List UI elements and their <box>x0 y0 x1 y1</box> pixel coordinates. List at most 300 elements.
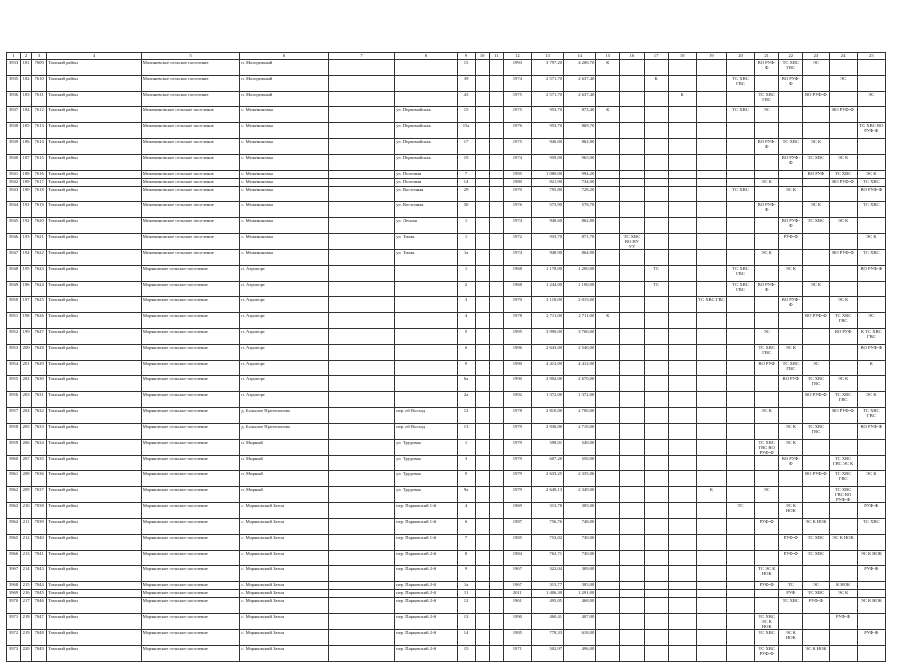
table-cell <box>668 534 696 550</box>
table-cell <box>596 503 620 519</box>
table-cell: 309,00 <box>564 566 596 582</box>
table-cell: с. Моряковский Затон <box>240 598 329 614</box>
table-cell: 7041 <box>32 550 47 566</box>
table-cell <box>755 170 779 178</box>
table-cell <box>596 566 620 582</box>
table-cell <box>644 313 668 329</box>
table-cell: Межениновское сельское поселение <box>141 186 240 202</box>
table-cell <box>696 534 726 550</box>
table-cell <box>726 590 754 598</box>
table-cell <box>829 360 857 376</box>
table-cell <box>644 233 668 249</box>
table-cell: Межениновское сельское поселение <box>141 123 240 139</box>
table-cell <box>328 328 394 344</box>
table-cell <box>668 566 696 582</box>
table-cell <box>755 265 779 281</box>
table-cell <box>644 471 668 487</box>
table-cell: 873,40 <box>564 107 596 123</box>
table-cell <box>328 645 394 661</box>
table-cell: 959,00 <box>531 154 563 170</box>
table-cell <box>726 123 754 139</box>
table-cell <box>829 550 857 566</box>
table-cell: 7619 <box>32 202 47 218</box>
table-cell <box>755 233 779 249</box>
table-cell: 3960 <box>7 455 21 471</box>
table-cell <box>596 423 620 439</box>
table-cell <box>644 455 668 471</box>
table-cell: 205 <box>21 423 32 439</box>
table-cell: пер. Парковский 2-й <box>395 582 457 590</box>
table-cell <box>328 60 394 76</box>
table-cell: 1975 <box>503 107 531 123</box>
table-cell: 2 015,00 <box>564 297 596 313</box>
table-row <box>7 75 886 91</box>
table-cell: 30 <box>457 202 475 218</box>
table-cell <box>726 407 754 423</box>
table-cell <box>620 60 644 76</box>
table-cell <box>726 218 754 234</box>
table-cell <box>644 107 668 123</box>
table-cell: п. Мирный <box>240 455 329 471</box>
table-cell: 185 <box>21 123 32 139</box>
table-cell: Межениновское сельское поселение <box>141 249 240 265</box>
table-cell: 7627 <box>32 328 47 344</box>
table-cell <box>668 154 696 170</box>
table-cell: ВО РУФ-Ф <box>779 455 803 471</box>
table-cell <box>668 123 696 139</box>
table-cell <box>596 297 620 313</box>
table-cell: 1967 <box>503 566 531 582</box>
table-cell: ЭС <box>755 107 779 123</box>
table-cell <box>668 297 696 313</box>
table-cell <box>489 487 503 503</box>
table-cell: 730,00 <box>564 534 596 550</box>
table-cell: Межениновское сельское поселение <box>141 154 240 170</box>
table-cell <box>696 598 726 614</box>
table-cell: 1976 <box>503 202 531 218</box>
table-cell: пер. об Восход <box>395 423 457 439</box>
table-cell <box>489 590 503 598</box>
table-cell <box>644 629 668 645</box>
table-cell: 3970 <box>7 598 21 614</box>
table-cell: 1992 <box>503 392 531 408</box>
table-cell <box>596 186 620 202</box>
table-cell: 191 <box>21 202 32 218</box>
table-cell <box>726 360 754 376</box>
table-cell: 4 <box>457 313 475 329</box>
table-cell: 7637 <box>32 487 47 503</box>
table-cell: ул. Первомайская <box>395 107 457 123</box>
table-cell: Томский район <box>47 629 142 645</box>
table-cell: 43 <box>457 91 475 107</box>
table-cell: 198 <box>21 313 32 329</box>
table-cell: Моряковское сельское поселение <box>141 297 240 313</box>
table-cell <box>489 265 503 281</box>
table-cell <box>475 629 489 645</box>
table-cell <box>489 598 503 614</box>
table-cell: К <box>668 91 696 107</box>
table-cell: 322,04 <box>531 566 563 582</box>
table-cell: Томский район <box>47 218 142 234</box>
table-cell <box>668 170 696 178</box>
table-row <box>7 598 886 614</box>
table-cell: ВО РУФ-Ф <box>857 186 885 202</box>
table-cell <box>475 392 489 408</box>
table-cell: 3941 <box>7 170 21 178</box>
table-cell: 17 <box>457 138 475 154</box>
table-cell: 2 670,00 <box>564 376 596 392</box>
table-cell: ВО РУФ-Ф <box>803 392 829 408</box>
table-cell <box>596 202 620 218</box>
table-cell <box>328 455 394 471</box>
table-cell <box>668 423 696 439</box>
table-cell: 2 637,40 <box>564 91 596 107</box>
table-cell <box>668 249 696 265</box>
table-cell <box>475 138 489 154</box>
column-header: 15 <box>596 53 620 60</box>
table-cell <box>755 123 779 139</box>
table-cell: 2011 <box>503 590 531 598</box>
table-cell: 4 412,00 <box>531 360 563 376</box>
table-cell <box>328 629 394 645</box>
table-cell: ВО РУФ-Ф <box>755 138 779 154</box>
table-cell <box>620 202 644 218</box>
table-cell <box>620 360 644 376</box>
table-cell: пер. Парковский 1-й <box>395 503 457 519</box>
table-cell: 7611 <box>32 91 47 107</box>
table-cell: пер. Парковский 2-й <box>395 598 457 614</box>
table-cell: Моряковское сельское поселение <box>141 590 240 598</box>
table-cell <box>620 423 644 439</box>
table-cell: Томский район <box>47 518 142 534</box>
table-cell <box>755 218 779 234</box>
table-cell <box>475 503 489 519</box>
table-cell <box>328 186 394 202</box>
table-cell <box>696 186 726 202</box>
table-cell: К <box>596 107 620 123</box>
column-header: 3 <box>32 53 47 60</box>
table-cell <box>803 629 829 645</box>
register-sheet <box>6 52 886 662</box>
table-cell <box>696 439 726 455</box>
table-cell: пер. Парковский 2-й <box>395 566 457 582</box>
table-cell <box>395 376 457 392</box>
table-cell: ЭС К НОК <box>803 645 829 661</box>
table-cell: 3937 <box>7 107 21 123</box>
table-cell <box>857 107 885 123</box>
table-cell: п. Молодежный <box>240 60 329 76</box>
table-cell <box>596 645 620 661</box>
table-cell: 2а <box>457 392 475 408</box>
table-cell: 3961 <box>7 471 21 487</box>
table-cell: ТС ХВС ГВС <box>779 60 803 76</box>
table-cell: 7617 <box>32 178 47 186</box>
table-cell: 7049 <box>32 645 47 661</box>
table-cell: ЭС К НОК <box>857 550 885 566</box>
table-cell: ул. Восточная <box>395 186 457 202</box>
table-cell <box>395 75 457 91</box>
table-cell <box>596 590 620 598</box>
table-cell <box>489 518 503 534</box>
table-row <box>7 281 886 297</box>
column-header: 6 <box>240 53 329 60</box>
table-cell: К <box>696 487 726 503</box>
table-cell: 188 <box>21 170 32 178</box>
table-cell: ЭС К <box>857 170 885 178</box>
table-cell: 1979 <box>503 487 531 503</box>
table-cell: 1 244,00 <box>531 281 563 297</box>
table-cell <box>779 471 803 487</box>
table-cell <box>644 202 668 218</box>
table-cell: Томский район <box>47 344 142 360</box>
table-cell <box>857 645 885 661</box>
table-cell <box>328 598 394 614</box>
table-cell: 7626 <box>32 313 47 329</box>
table-cell <box>620 91 644 107</box>
table-cell: 13 <box>457 613 475 629</box>
table-cell <box>620 471 644 487</box>
table-cell <box>696 265 726 281</box>
table-cell: 1980 <box>503 178 531 186</box>
table-cell <box>696 170 726 178</box>
table-cell: с. Межениновка <box>240 249 329 265</box>
table-cell <box>803 75 829 91</box>
table-cell <box>668 328 696 344</box>
table-cell: 7622 <box>32 249 47 265</box>
table-cell: с. Межениновка <box>240 218 329 234</box>
table-cell: 3 <box>457 455 475 471</box>
table-cell: 946,00 <box>531 138 563 154</box>
table-cell: ЭС <box>857 313 885 329</box>
table-cell <box>726 613 754 629</box>
table-cell <box>829 186 857 202</box>
table-cell <box>696 281 726 297</box>
table-cell <box>596 123 620 139</box>
table-cell: Томский район <box>47 487 142 503</box>
table-cell <box>620 582 644 590</box>
table-cell <box>644 645 668 661</box>
table-cell <box>644 392 668 408</box>
table-cell <box>668 439 696 455</box>
table-cell: ЭС К <box>779 265 803 281</box>
table-cell: 3946 <box>7 233 21 249</box>
table-cell: 7629 <box>32 360 47 376</box>
table-cell: Томский район <box>47 313 142 329</box>
table-cell: 730,00 <box>564 550 596 566</box>
table-cell: 3966 <box>7 550 21 566</box>
table-cell: ТС ХВС <box>803 534 829 550</box>
table-cell: 209 <box>21 487 32 503</box>
table-cell <box>696 60 726 76</box>
table-cell <box>803 297 829 313</box>
table-cell: 8 <box>457 550 475 566</box>
table-cell: 7614 <box>32 138 47 154</box>
table-cell <box>489 439 503 455</box>
table-cell: 2 335,06 <box>564 471 596 487</box>
table-cell: 1 <box>457 233 475 249</box>
column-header: 1 <box>7 53 21 60</box>
table-cell: ЭС <box>829 75 857 91</box>
table-cell <box>696 75 726 91</box>
table-cell <box>726 297 754 313</box>
table-row <box>7 503 886 519</box>
table-cell <box>803 613 829 629</box>
table-cell: ТС ХВС ГВС <box>726 75 754 91</box>
table-row <box>7 249 886 265</box>
table-cell <box>755 550 779 566</box>
table-cell <box>328 107 394 123</box>
table-cell: Томский район <box>47 154 142 170</box>
table-row <box>7 518 886 534</box>
table-cell: ВО РУФ-Ф <box>857 344 885 360</box>
table-cell: 201 <box>21 360 32 376</box>
table-cell: 3971 <box>7 613 21 629</box>
table-cell <box>620 518 644 534</box>
table-cell <box>644 297 668 313</box>
table-cell <box>829 60 857 76</box>
table-cell: 1979 <box>503 423 531 439</box>
table-cell: 1969 <box>503 503 531 519</box>
header-row <box>7 53 886 60</box>
table-cell: ЭС К <box>779 186 803 202</box>
table-cell <box>644 91 668 107</box>
table-cell <box>475 328 489 344</box>
table-cell <box>726 249 754 265</box>
table-row <box>7 360 886 376</box>
table-cell <box>696 313 726 329</box>
table-cell <box>726 313 754 329</box>
table-cell <box>620 186 644 202</box>
table-cell: 1984 <box>503 550 531 566</box>
table-cell <box>596 550 620 566</box>
table-cell: п. Аэропорт <box>240 313 329 329</box>
table-cell <box>328 170 394 178</box>
table-cell <box>489 138 503 154</box>
table-cell <box>475 344 489 360</box>
table-cell <box>489 249 503 265</box>
table-cell: ул. Почтовая <box>395 170 457 178</box>
table-cell: с. Моряковский Затон <box>240 518 329 534</box>
table-cell <box>596 178 620 186</box>
table-cell: 1987 <box>503 518 531 534</box>
table-cell <box>779 313 803 329</box>
table-cell <box>803 344 829 360</box>
table-cell <box>395 344 457 360</box>
table-cell: 187 <box>21 154 32 170</box>
table-cell: 313,78 <box>531 503 563 519</box>
table-cell: ВО РУФ-Ф <box>779 75 803 91</box>
table-cell: 214 <box>21 566 32 582</box>
table-cell: с. Моряковский Затон <box>240 566 329 582</box>
table-cell: ТС <box>644 265 668 281</box>
table-cell: 14 <box>457 178 475 186</box>
table-cell: 184 <box>21 107 32 123</box>
table-cell: 1967 <box>503 582 531 590</box>
table-cell: ЭС <box>755 328 779 344</box>
table-row <box>7 590 886 598</box>
table-cell: Томский район <box>47 186 142 202</box>
table-row <box>7 328 886 344</box>
table-cell <box>644 487 668 503</box>
table-cell: 7632 <box>32 407 47 423</box>
table-cell <box>668 598 696 614</box>
table-cell <box>475 360 489 376</box>
table-cell: 540,00 <box>564 439 596 455</box>
table-cell <box>620 503 644 519</box>
table-cell <box>620 590 644 598</box>
table-cell <box>668 392 696 408</box>
table-cell: ТС ХВС <box>803 590 829 598</box>
table-cell <box>489 534 503 550</box>
table-cell <box>726 645 754 661</box>
table-cell: ЭС К <box>829 218 857 234</box>
table-cell: ТС ХВС <box>803 218 829 234</box>
table-cell <box>779 566 803 582</box>
table-cell: Томский район <box>47 376 142 392</box>
table-cell: Малиновское сельское поселение <box>141 75 240 91</box>
table-cell: Томский район <box>47 178 142 186</box>
table-cell: 3947 <box>7 249 21 265</box>
table-cell: К <box>644 75 668 91</box>
table-cell: 2 649,13 <box>531 487 563 503</box>
table-cell <box>620 645 644 661</box>
table-cell <box>857 590 885 598</box>
table-row <box>7 613 886 629</box>
table-cell: 3972 <box>7 629 21 645</box>
table-cell <box>779 249 803 265</box>
table-cell <box>475 249 489 265</box>
table-cell <box>620 455 644 471</box>
table-cell: 948,90 <box>531 249 563 265</box>
table-cell: 7635 <box>32 455 47 471</box>
table-cell <box>328 582 394 590</box>
table-cell: ТС ХВС <box>803 154 829 170</box>
table-cell <box>755 392 779 408</box>
table-cell <box>779 178 803 186</box>
table-cell: 728,20 <box>564 186 596 202</box>
table-cell <box>489 550 503 566</box>
table-cell: 3945 <box>7 218 21 234</box>
table-cell <box>668 202 696 218</box>
table-cell <box>489 178 503 186</box>
table-row <box>7 233 886 249</box>
table-cell: Томский район <box>47 582 142 590</box>
table-cell: ТС ХВС ГВС <box>779 360 803 376</box>
table-cell: 607,20 <box>531 455 563 471</box>
table-cell <box>779 407 803 423</box>
table-cell: 39 <box>457 75 475 91</box>
table-cell: РУФ-Ф <box>829 613 857 629</box>
table-cell: ТС <box>644 281 668 297</box>
table-cell: 4 412,00 <box>564 360 596 376</box>
table-cell: Томский район <box>47 233 142 249</box>
table-cell <box>328 202 394 218</box>
table-cell <box>755 503 779 519</box>
table-cell <box>755 455 779 471</box>
table-cell: 495,05 <box>531 598 563 614</box>
table-cell <box>475 154 489 170</box>
table-cell: п. Аэропорт <box>240 344 329 360</box>
table-cell <box>475 75 489 91</box>
column-header: 22 <box>779 53 803 60</box>
table-cell: 9а <box>457 487 475 503</box>
table-cell: Томский район <box>47 328 142 344</box>
table-cell <box>696 503 726 519</box>
table-cell: 208 <box>21 471 32 487</box>
table-cell: ТС <box>779 582 803 590</box>
table-cell: ЭС <box>755 487 779 503</box>
table-cell <box>829 202 857 218</box>
